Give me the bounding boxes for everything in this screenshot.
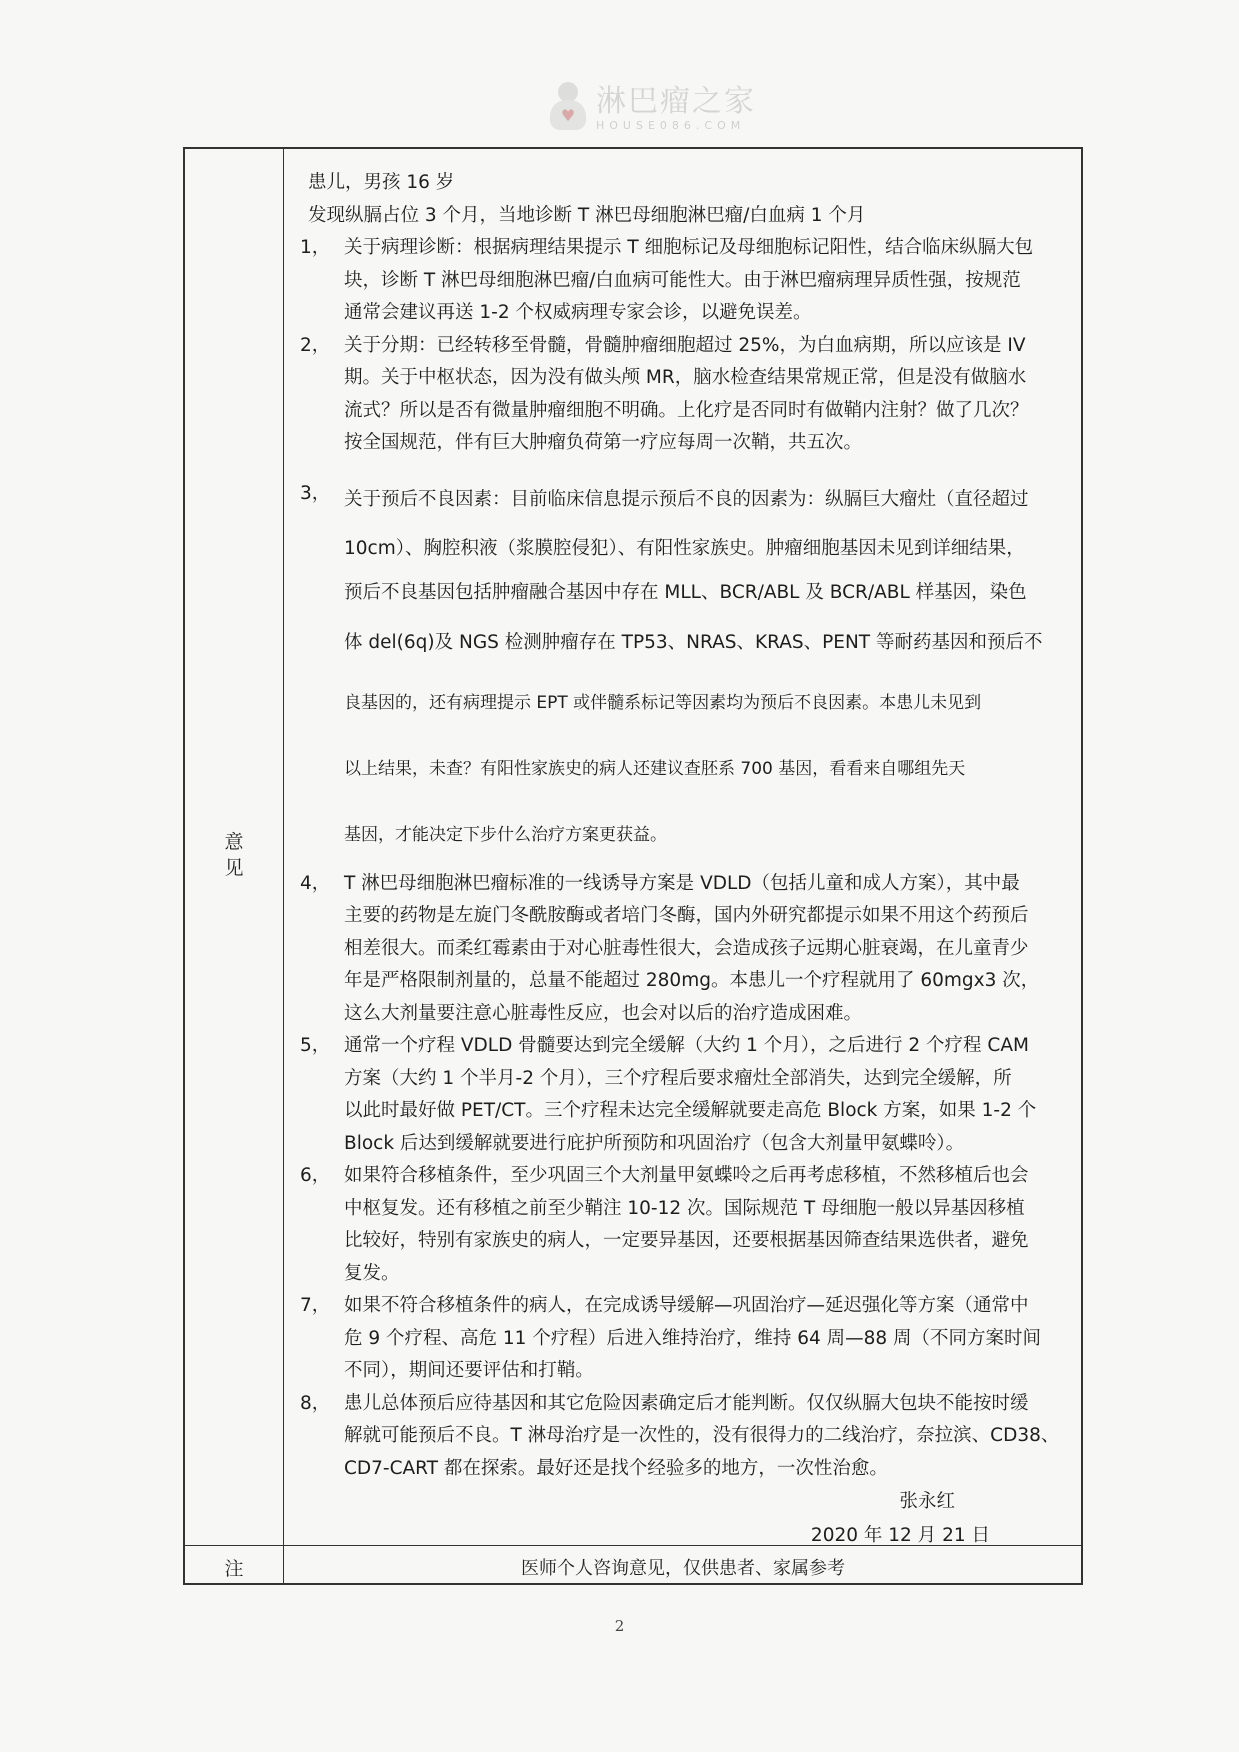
item-line: 通常一个疗程 VDLD 骨髓要达到完全缓解（大约 1 个月），之后进行 2 个疗程 CAM xyxy=(344,1035,1029,1056)
item-number: 4， xyxy=(300,872,331,894)
item-line: 如果符合移植条件，至少巩固三个大剂量甲氨蝶呤之后再考虑移植，不然移植后也会 xyxy=(344,1165,1029,1186)
note-label: 注 xyxy=(224,1558,244,1580)
note-text: 医师个人咨询意见，仅供患者、家属参考 xyxy=(521,1558,845,1579)
opinion-table xyxy=(183,147,1083,1585)
item-line: 中枢复发。还有移植之前至少鞘注 10-12 次。国际规范 T 母细胞一般以异基因移植 xyxy=(344,1197,1025,1219)
doctor-signature: 张永红 xyxy=(899,1491,955,1512)
patient-history: 发现纵膈占位 3 个月，当地诊断 T 淋巴母细胞淋巴瘤/白血病 1 个月 xyxy=(308,204,866,226)
item-line: 相差很大。而柔红霉素由于对心脏毒性很大，会造成孩子远期心脏衰竭，在儿童青少 xyxy=(344,937,1029,959)
item-line: 期。关于中枢状态，因为没有做头颅 MR，脑水检查结果常规正常，但是没有做脑水 xyxy=(344,367,1027,388)
watermark-subtitle: HOUSE086.COM xyxy=(596,118,746,132)
item-line: 不同），期间还要评估和打鞘。 xyxy=(344,1360,594,1381)
opinion-label: 意 见 xyxy=(224,831,244,879)
item-line: 以上结果，未查？有阳性家族史的病人还建议查胚系 700 基因，看看来自哪组先天 xyxy=(344,758,966,779)
watermark-title: 淋巴瘤之家 xyxy=(596,83,756,119)
item-line: 关于分期：已经转移至骨髓，骨髓肿瘤细胞超过 25%，为白血病期，所以应该是 IV xyxy=(344,334,1026,356)
item-line: 年是严格限制剂量的，总量不能超过 280mg。本患儿一个疗程就用了 60mgx3 次， xyxy=(344,970,1040,991)
page-number: 2 xyxy=(614,1617,625,1635)
list-item xyxy=(300,1388,1060,1486)
item-number: 6， xyxy=(300,1165,331,1186)
item-line: 复发。 xyxy=(344,1262,400,1284)
watermark-logo xyxy=(548,82,756,134)
list-item xyxy=(300,232,1060,330)
list-item xyxy=(300,868,1060,1031)
list-item xyxy=(300,1160,1060,1290)
item-line: 这么大剂量要注意心脏毒性反应，也会对以后的治疗造成困难。 xyxy=(344,1002,863,1024)
patient-info: 患儿，男孩 16 岁 xyxy=(308,172,455,193)
item-line: 流式？所以是否有微量肿瘤细胞不明确。上化疗是否同时有做鞘内注射？做了几次？ xyxy=(344,399,1029,421)
item-line: 主要的药物是左旋门冬酰胺酶或者培门冬酶，国内外研究都提示如果不用这个药预后 xyxy=(344,905,1029,926)
item-number: 2， xyxy=(300,334,331,356)
column-divider xyxy=(283,149,284,1583)
item-number: 7， xyxy=(300,1295,331,1316)
item-line: 患儿总体预后应待基因和其它危险因素确定后才能判断。仅仅纵膈大包块不能按时缓 xyxy=(344,1392,1029,1414)
item-line: T 淋巴母细胞淋巴瘤标准的一线诱导方案是 VDLD（包括儿童和成人方案），其中最 xyxy=(344,872,1020,894)
item-line: 块，诊断 T 淋巴母细胞淋巴瘤/白血病可能性大。由于淋巴瘤病理异质性强，按规范 xyxy=(344,269,1021,291)
item-line: 如果不符合移植条件的病人，在完成诱导缓解—巩固治疗—延迟强化等方案（通常中 xyxy=(344,1295,1029,1316)
list-item xyxy=(300,472,1060,868)
item-line: 10cm）、胸腔积液（浆膜腔侵犯）、有阳性家族史。肿瘤细胞基因未见到详细结果， xyxy=(344,537,1025,559)
list-item xyxy=(300,1030,1060,1160)
item-line: Block 后达到缓解就要进行庇护所预防和巩固治疗（包含大剂量甲氨蝶呤）。 xyxy=(344,1132,965,1154)
item-line: 关于病理诊断：根据病理结果提示 T 细胞标记及母细胞标记阳性，结合临床纵膈大包 xyxy=(344,237,1034,258)
item-number: 3， xyxy=(300,482,331,504)
item-number: 8， xyxy=(300,1392,331,1414)
item-line: 以此时最好做 PET/CT。三个疗程未达完全缓解就要走高危 Block 方案，如果 1-2 个 xyxy=(344,1100,1037,1121)
item-line: 体 del(6q)及 NGS 检测肿瘤存在 TP53、NRAS、KRAS、PENT 等耐药基因和预后不 xyxy=(344,631,1043,653)
item-number: 1， xyxy=(300,237,331,258)
heart-person-icon: ♥ xyxy=(548,82,588,134)
item-line: 方案（大约 1 个半月-2 个月），三个疗程后要求瘤灶全部消失，达到完全缓解，所 xyxy=(344,1067,1012,1089)
list-item xyxy=(300,1290,1060,1388)
opinion-content xyxy=(300,167,1060,1553)
item-line: 比较好，特别有家族史的病人，一定要异基因，还要根据基因筛查结果选供者，避免 xyxy=(344,1230,1029,1251)
signature-date: 2020 年 12 月 21 日 xyxy=(810,1525,990,1546)
list-item xyxy=(300,330,1060,460)
item-number: 5， xyxy=(300,1035,331,1056)
item-line: 预后不良基因包括肿瘤融合基因中存在 MLL、BCR/ABL 及 BCR/ABL 样基因，染色 xyxy=(344,581,1027,603)
item-line: 危 9 个疗程、高危 11 个疗程）后进入维持治疗，维持 64 周—88 周（不同方案时间 xyxy=(344,1327,1042,1349)
item-line: 基因，才能决定下步什么治疗方案更获益。 xyxy=(344,824,667,845)
item-line: 关于预后不良因素：目前临床信息提示预后不良的因素为：纵膈巨大瘤灶（直径超过 xyxy=(344,488,1029,510)
item-line: 解就可能预后不良。T 淋母治疗是一次性的，没有很得力的二线治疗，奈拉滨、CD38、 xyxy=(344,1425,1060,1446)
item-line: 良基因的，还有病理提示 EPT 或伴髓系标记等因素均为预后不良因素。本患儿未见到 xyxy=(344,692,982,713)
item-line: 按全国规范，伴有巨大肿瘤负荷第一疗应每周一次鞘，共五次。 xyxy=(344,432,863,453)
item-line: CD7-CART 都在探索。最好还是找个经验多的地方，一次性治愈。 xyxy=(344,1457,888,1479)
item-line: 通常会建议再送 1-2 个权威病理专家会诊，以避免误差。 xyxy=(344,302,812,323)
